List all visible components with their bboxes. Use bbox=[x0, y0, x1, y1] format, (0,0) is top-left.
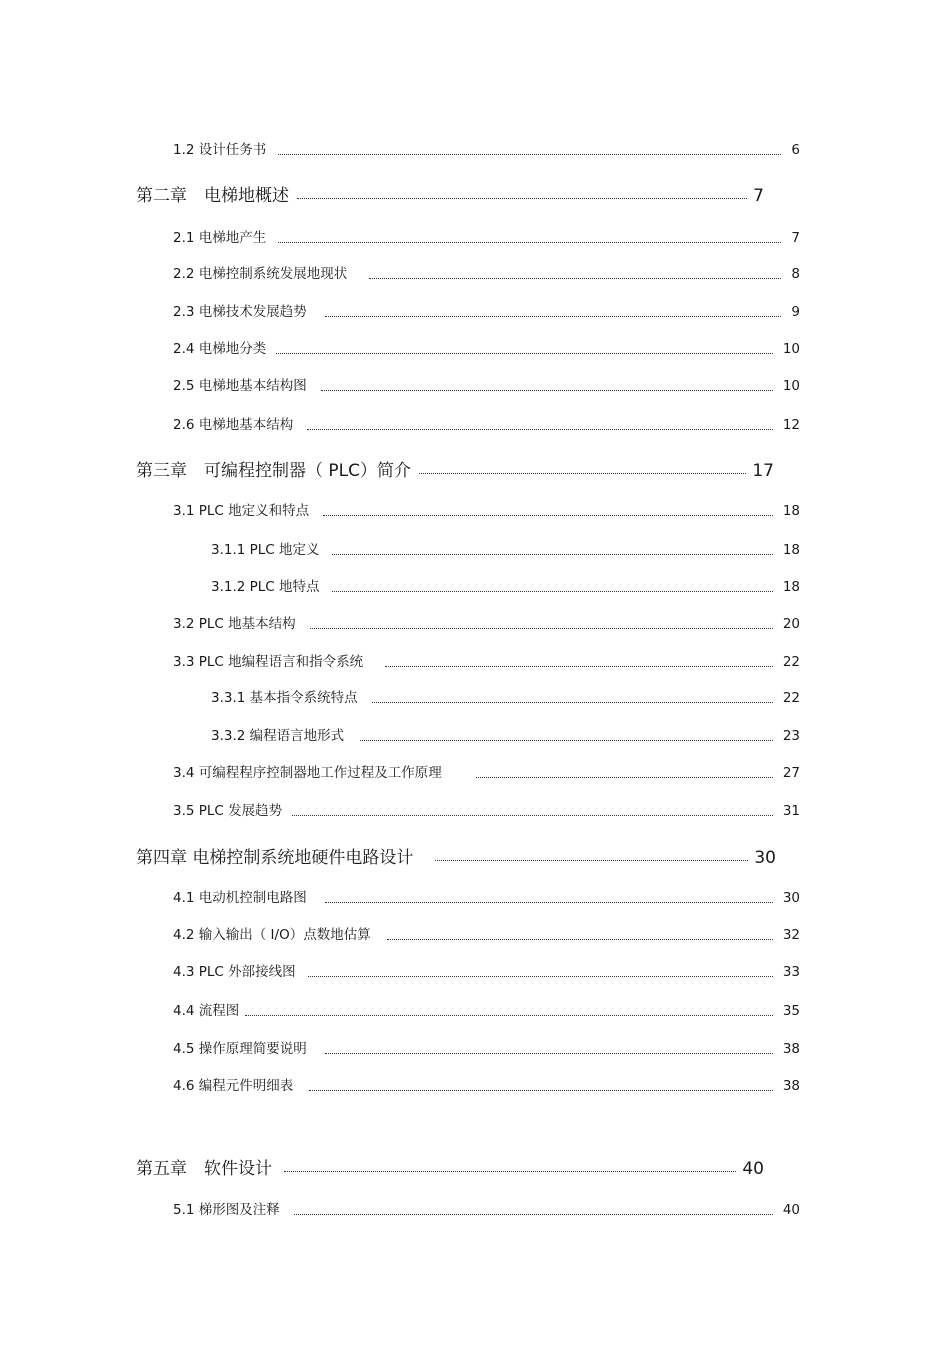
toc-entry bbox=[173, 761, 800, 783]
toc-entry-title: 2.2 电梯控制系统发展地现状 bbox=[173, 266, 348, 282]
toc-entry-title: 4.3 PLC 外部接线图 bbox=[173, 964, 296, 980]
toc-dot-leader bbox=[419, 456, 746, 478]
toc-entry-page: 7 bbox=[791, 230, 800, 246]
toc-entry bbox=[173, 612, 800, 634]
toc-dot-leader bbox=[278, 138, 781, 160]
toc-dot-leader bbox=[284, 1154, 736, 1176]
toc-entry-title: 3.3.2 编程语言地形式 bbox=[211, 728, 345, 744]
toc-entry-page: 40 bbox=[742, 1159, 764, 1179]
toc-entry bbox=[173, 1037, 800, 1059]
toc-dot-leader bbox=[308, 960, 773, 982]
toc-dot-leader bbox=[372, 686, 773, 708]
toc-entry bbox=[173, 1198, 800, 1220]
toc-entry bbox=[136, 843, 776, 868]
toc-entry-page: 20 bbox=[782, 616, 800, 632]
toc-entry bbox=[211, 575, 800, 597]
toc-entry-title: 4.5 操作原理简要说明 bbox=[173, 1041, 307, 1057]
toc-entry-title: 3.4 可编程程序控制器地工作过程及工作原理 bbox=[173, 765, 442, 781]
toc-entry bbox=[136, 456, 774, 481]
toc-dot-leader bbox=[297, 181, 747, 203]
toc-entry bbox=[173, 999, 800, 1021]
toc-entry-page: 17 bbox=[752, 461, 774, 481]
toc-entry-page: 30 bbox=[754, 848, 776, 868]
toc-entry bbox=[173, 262, 800, 284]
toc-entry-title: 4.1 电动机控制电路图 bbox=[173, 890, 307, 906]
toc-dot-leader bbox=[321, 374, 773, 396]
toc-entry bbox=[211, 724, 800, 746]
toc-entry-title: 2.1 电梯地产生 bbox=[173, 230, 267, 246]
toc-dot-leader bbox=[476, 761, 773, 783]
toc-entry-title: 3.2 PLC 地基本结构 bbox=[173, 616, 296, 632]
toc-dot-leader bbox=[294, 1198, 773, 1220]
toc-entry-page: 12 bbox=[782, 417, 800, 433]
toc-entry-page: 18 bbox=[782, 503, 800, 519]
toc-entry-title: 2.4 电梯地分类 bbox=[173, 341, 267, 357]
toc-entry bbox=[173, 923, 800, 945]
toc-entry bbox=[173, 960, 800, 982]
toc-dot-leader bbox=[310, 612, 773, 634]
toc-entry-title: 3.3.1 基本指令系统特点 bbox=[211, 690, 358, 706]
toc-dot-leader bbox=[323, 499, 773, 521]
toc-entry-title: 第二章 电梯地概述 bbox=[136, 186, 289, 206]
toc-entry bbox=[173, 1074, 800, 1096]
toc-dot-leader bbox=[307, 413, 773, 435]
toc-entry-page: 9 bbox=[791, 304, 800, 320]
toc-entry bbox=[211, 686, 800, 708]
toc-entry-page: 27 bbox=[782, 765, 800, 781]
toc-entry bbox=[136, 181, 764, 206]
toc-dot-leader bbox=[325, 1037, 773, 1059]
toc-entry-page: 32 bbox=[782, 927, 800, 943]
toc-entry-page: 30 bbox=[782, 890, 800, 906]
toc-dot-leader bbox=[325, 886, 773, 908]
toc-entry bbox=[173, 374, 800, 396]
toc-entry-page: 18 bbox=[782, 542, 800, 558]
toc-entry-title: 3.1.1 PLC 地定义 bbox=[211, 542, 320, 558]
toc-entry-page: 10 bbox=[782, 341, 800, 357]
toc-dot-leader bbox=[360, 724, 773, 746]
toc-entry bbox=[173, 226, 800, 248]
toc-entry-title: 2.3 电梯技术发展趋势 bbox=[173, 304, 307, 320]
toc-entry bbox=[173, 499, 800, 521]
toc-entry-page: 18 bbox=[782, 579, 800, 595]
toc-dot-leader bbox=[369, 262, 781, 284]
toc-dot-leader bbox=[435, 843, 748, 865]
toc-entry-page: 38 bbox=[782, 1041, 800, 1057]
toc-entry-page: 8 bbox=[791, 266, 800, 282]
toc-entry bbox=[173, 799, 800, 821]
toc-entry-page: 10 bbox=[782, 378, 800, 394]
toc-entry-page: 22 bbox=[782, 690, 800, 706]
toc-dot-leader bbox=[276, 337, 773, 359]
toc-dot-leader bbox=[325, 300, 782, 322]
toc-dot-leader bbox=[309, 1074, 773, 1096]
toc-entry-page: 33 bbox=[782, 964, 800, 980]
toc-entry-title: 3.5 PLC 发展趋势 bbox=[173, 803, 283, 819]
toc-entry-title: 3.1 PLC 地定义和特点 bbox=[173, 503, 310, 519]
toc-entry-page: 7 bbox=[753, 186, 764, 206]
toc-entry-title: 第五章 软件设计 bbox=[136, 1159, 272, 1179]
toc-entry bbox=[173, 650, 800, 672]
toc-entry-title: 4.4 流程图 bbox=[173, 1003, 240, 1019]
toc-entry-page: 35 bbox=[782, 1003, 800, 1019]
toc-entry bbox=[136, 1154, 764, 1179]
toc-entry-title: 第四章 电梯控制系统地硬件电路设计 bbox=[136, 848, 414, 868]
toc-entry-page: 40 bbox=[782, 1202, 800, 1218]
toc-dot-leader bbox=[245, 999, 773, 1021]
toc-entry bbox=[173, 138, 800, 160]
toc-entry-title: 3.1.2 PLC 地特点 bbox=[211, 579, 320, 595]
toc-entry-title: 2.6 电梯地基本结构 bbox=[173, 417, 294, 433]
toc-dot-leader bbox=[387, 923, 773, 945]
toc-entry-page: 31 bbox=[782, 803, 800, 819]
toc-entry-title: 4.6 编程元件明细表 bbox=[173, 1078, 294, 1094]
toc-entry bbox=[173, 886, 800, 908]
toc-entry bbox=[173, 337, 800, 359]
toc-entry-page: 22 bbox=[782, 654, 800, 670]
toc-dot-leader bbox=[278, 226, 781, 248]
toc-entry bbox=[211, 538, 800, 560]
toc-dot-leader bbox=[332, 575, 773, 597]
toc-dot-leader bbox=[292, 799, 773, 821]
toc-entry-page: 38 bbox=[782, 1078, 800, 1094]
toc-dot-leader bbox=[385, 650, 773, 672]
toc-entry-title: 4.2 输入输出（ I/O）点数地估算 bbox=[173, 927, 371, 943]
toc-entry-title: 3.3 PLC 地编程语言和指令系统 bbox=[173, 654, 364, 670]
toc-entry bbox=[173, 413, 800, 435]
toc-entry-title: 5.1 梯形图及注释 bbox=[173, 1202, 280, 1218]
toc-entry-title: 2.5 电梯地基本结构图 bbox=[173, 378, 307, 394]
toc-entry-title: 第三章 可编程控制器（ PLC）简介 bbox=[136, 461, 411, 481]
toc-entry bbox=[173, 300, 800, 322]
toc-entry-page: 23 bbox=[782, 728, 800, 744]
toc-dot-leader bbox=[332, 538, 773, 560]
toc-entry-title: 1.2 设计任务书 bbox=[173, 142, 267, 158]
toc-entry-page: 6 bbox=[791, 142, 800, 158]
